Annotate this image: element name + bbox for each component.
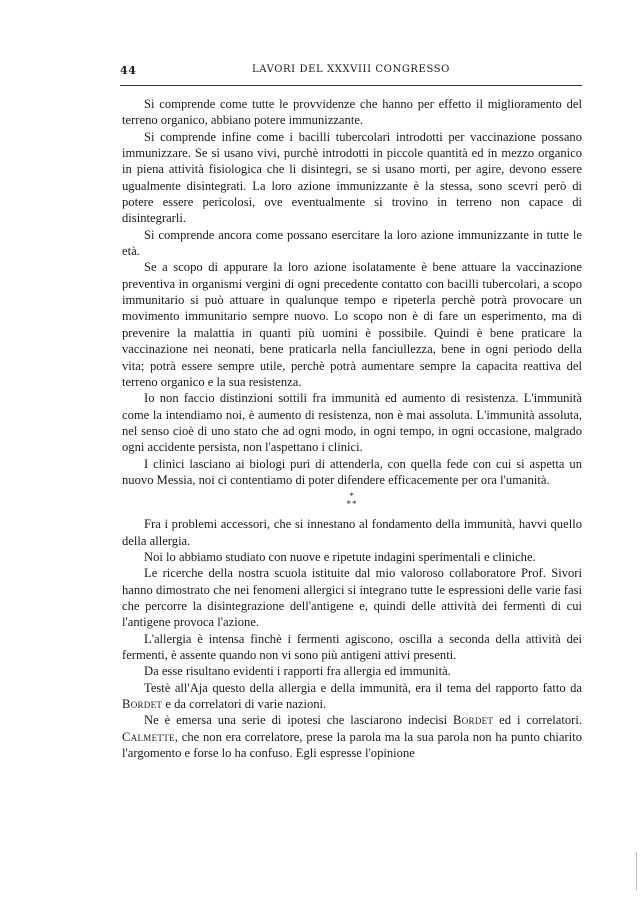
- paragraph: Le ricerche della nostra scuola istituite dal mio valoroso collaboratore Prof. Sivori hanno dimostrato che nei fenomeni allergici si integrano tutte le espressioni delle varie fasi che percorre la disintegrazione dell'antigene e, quindi delle attività dei fermenti di cui l'antigene provoca l'azione.: [122, 566, 582, 630]
- paragraph: Noi lo abbiamo studiato con nuove e ripetute indagini sperimentali e cliniche.: [144, 549, 536, 564]
- paragraph-text: Testè all'Aja questo della allergia e della immunità, era il tema del rapporto fatto da: [144, 680, 582, 695]
- body-text: [122, 96, 582, 761]
- paragraph-text: ed i correlatori.: [493, 713, 582, 728]
- paragraph: Si comprende ancora come possano esercitare la loro azione immunizzante in tutte le età.: [122, 227, 582, 259]
- paragraph: [122, 712, 582, 761]
- scan-edge-mark: [636, 852, 637, 890]
- paragraph: Si comprende infine come i bacilli tubercolari introdotti per vaccinazione possano immunizzare. Se si usano vivi, purchè introdotti in piccole quantità ed in mezzo organico in piena attività fisiologica che li disintegri, se si usano morti, per agire, devono essere ugualmente disintegrati. La loro azione immunizzante è la stessa, sono scevri però di potere essere pericolosi, ove eventualmente si trovino in terreno non capace di disintegrarli.: [122, 129, 582, 226]
- separator-stars-bottom: **: [346, 499, 358, 510]
- author-name: Calmette: [122, 729, 175, 744]
- header-rule: [120, 85, 582, 86]
- author-name: Bordet: [453, 713, 494, 728]
- section-separator: [122, 492, 582, 508]
- paragraph-text: e da correlatori di varie nazioni.: [162, 697, 327, 712]
- separator-star-top: *: [349, 491, 355, 502]
- author-name: Bordet: [122, 697, 163, 712]
- paragraph: Si comprende come tutte le provvidenze che hanno per effetto il miglioramento del terreno organico, abbiano potere immunizzante.: [122, 97, 582, 128]
- paragraph: [122, 680, 582, 713]
- page-number: 44: [120, 64, 137, 77]
- running-title: LAVORI DEL XXXVIII CONGRESSO: [252, 64, 450, 75]
- paragraph: Da esse risultano evidenti i rapporti fra allergia ed immunità.: [144, 664, 451, 679]
- paragraph: Se a scopo di appurare la loro azione isolatamente è bene attuare la vaccinazione preventiva in organismi vergini di ogni precedente contatto con bacilli tubercolari, a scopo immunitario si può attuare in qualunque tempo e ripeterla perchè potrà provocare un movimento immunitario sempre nuovo. Lo scopo non è di fare un esperimento, ma di prevenire la malattia in quanti più uomini è possibile. Quindi è bene praticare la vaccinazione nei neonati, bene praticarla nella fanciullezza, bene in ogni periodo della vita; potrà essere sempre utile, perchè potrà aumentare sempre la capacita reattiva del terreno organico e la sua resistenza.: [122, 260, 582, 389]
- paragraph-text: Ne è emersa una serie di ipotesi che lasciarono indecisi: [144, 713, 454, 728]
- paragraph: L'allergia è intensa finchè i fermenti agiscono, oscilla a seconda della attività dei fermenti, è assente quando non vi sono più antigeni attivi presenti.: [122, 631, 582, 662]
- paragraph: I clinici lasciano ai biologi puri di attenderla, con quella fede con cui si aspetta un nuovo Messia, noi ci contentiamo di poter difendere efficacemente per ora l'umanità.: [122, 456, 582, 487]
- paragraph: Io non faccio distinzioni sottili fra immunità ed aumento di resistenza. L'immunità come la intendiamo noi, è aumento di resistenza, non è mai assoluta. L'immunità assoluta, nel senso cioè di uno stato che ad ogni modo, in ogni tempo, in ogni occasione, malgrado ogni accidente persista, non l'aspettano i clinici.: [122, 391, 582, 455]
- paragraph-text: , che non era correlatore, prese la parola ma la sua parola non ha punto chiarito l'argomento e forse lo ha confuso. Egli espresse l'opinione: [122, 729, 582, 761]
- page-header: [120, 64, 582, 82]
- paragraph: Fra i problemi accessori, che si innestano al fondamento della immunità, havvi quello della allergia.: [122, 517, 582, 548]
